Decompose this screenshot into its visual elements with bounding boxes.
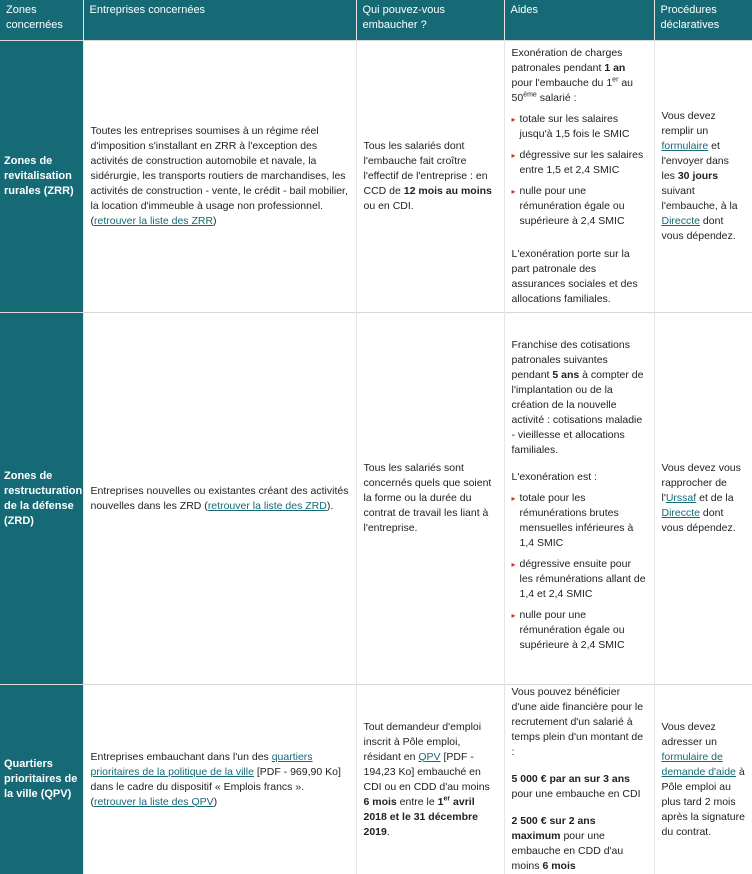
zrr-aides-intro [512,46,647,106]
qpv-embauche-sup: er [443,795,450,802]
qpv-embauche-duration: 6 mois [364,796,397,808]
zrd-entreprises [83,313,356,685]
bullet-triangle-icon: ▸ [512,148,516,163]
list-item-text: totale pour les rémunérations brutes mensuelles inférieures à 1,4 SMIC [520,492,634,549]
qpv-entreprises: Entreprises embauchant dans l'un des quartiers prioritaires de la politique de la ville [PDF - 969,90 Ko] dans le cadre du dispositif « Emplois francs ». (retrouver la liste des QPV) [83,685,356,874]
zrr-entreprises-text: Toutes les entreprises soumises à un régime réel d'imposition s'installant en ZRR à l'exception des activités de construction automobile et navale, la sidérurgie, les transports routiers de marchandises, les activités de construction - vente, le crédit - bail mobilier, la location d'immeuble à usage non professionnel. [91,125,348,212]
zrr-aides-detail: L'exonération porte sur la part patronale des assurances sociales et des allocations familiales. [512,247,647,307]
zrd-proc-text2: et de la [696,492,733,504]
zrr-direccte-link[interactable]: Direccte [662,215,701,227]
zrd-aides-intro [512,338,647,458]
zrd-aides [504,313,654,685]
qpv-embauche-text: Tout demandeur d'emploi inscrit à Pôle emploi, résidant en [364,721,482,763]
qpv-aides [504,685,654,874]
qpv-link[interactable]: QPV [418,751,440,763]
qpv-embauche [356,685,504,874]
zrr-aides-sup2: ème [523,92,537,99]
qpv-proc-text2: à Pôle emploi au plus tard 2 mois après la signature du contrat. [662,766,745,838]
qpv-aides-cdd [512,814,647,874]
qpv-aides-cdi-text: pour une embauche en CDI [512,788,641,800]
zrd-list-link[interactable]: retrouver la liste des ZRD [208,500,327,512]
list-item-text: dégressive sur les salaires entre 1,5 et 2,4 SMIC [520,149,644,176]
qpv-list-link[interactable]: retrouver la liste des QPV [94,796,214,808]
zrr-list-link[interactable]: retrouver la liste des ZRR [94,215,213,227]
bullet-triangle-icon: ▸ [512,557,516,572]
bullet-triangle-icon: ▸ [512,112,516,127]
header-embaucher: Qui pouvez-vous embaucher ? [356,0,504,41]
zrr-aides-salarie: salarié : [537,92,577,104]
qpv-aides-cdi-amount: 5 000 € par an sur 3 ans [512,773,630,785]
table-row-zrd [0,313,752,685]
zrd-aides-label: L'exonération est : [512,470,647,485]
zrd-entreprises-text: Entreprises nouvelles ou existantes créant des activités nouvelles dans les ZRD ( [91,485,349,512]
zrd-aides-list [512,491,647,653]
zrr-aides-intro-text: Exonération de charges patronales pendant [512,47,623,74]
zrr-formulaire-link[interactable]: formulaire [662,140,709,152]
qpv-proc-text: Vous devez adresser un [662,721,717,748]
bullet-triangle-icon: ▸ [512,184,516,199]
bullet-triangle-icon: ▸ [512,608,516,623]
qpv-embauche-day: 1 [438,796,444,808]
zrr-entreprises: Toutes les entreprises soumises à un régime réel d'imposition s'installant en ZRR à l'exception des activités de construction automobile et navale, la sidérurgie, les transports routiers de marchandises, les activités de construction - vente, le crédit - bail mobilier, la location d'immeuble à usage non professionnel. (retrouver la liste des ZRR) [83,41,356,313]
zrr-aides-embauche: pour l'embauche du 1 [512,77,613,89]
zrr-embauche-end: ou en CDI. [364,200,414,212]
qpv-embauche-text3: entre le [397,796,438,808]
zone-zrr: Zones de revitalisation rurales (ZRR) [0,41,83,313]
header-zones: Zones concernées [0,0,83,41]
zrr-proc-deadline: 30 jours [678,170,718,182]
header-aides: Aides [504,0,654,41]
zrr-aides-list [512,112,647,229]
list-item-text: dégressive ensuite pour les rémunérations allant de 1,4 et 2,4 SMIC [520,558,646,600]
list-item [512,148,647,178]
zrd-aides-intro-end: à compter de l'implantation ou de la création de la nouvelle activité : cotisations maladie - vieillesse et allocations familiales. [512,369,644,456]
qpv-aides-intro: Vous pouvez bénéficier d'une aide financière pour le recrutement d'un salarié à temps plein d'un montant de : [512,685,647,760]
header-procedures: Procédures déclaratives [654,0,752,41]
zrr-proc-text4: dont vous dépendez. [662,215,736,242]
zrr-aides [504,41,654,313]
qpv-procedures [654,685,752,874]
zone-qpv: Quartiers prioritaires de la ville (QPV) [0,685,83,874]
zrr-embauche-duration: 12 mois au moins [404,185,492,197]
table-row-zrr [0,41,752,313]
zrr-embauche [356,41,504,313]
zrr-aides-range: au 50 [512,77,634,104]
zrr-aides-duration: 1 an [604,62,625,74]
table-header-row [0,0,752,41]
qpv-aides-cdd-text: pour une embauche en CDD d'au moins [512,830,624,872]
header-entreprises: Entreprises concernées [83,0,356,41]
zrd-proc-text: Vous devez vous rapprocher de l' [662,462,741,504]
zrd-urssaf-link[interactable]: Urssaf [666,492,696,504]
list-item-text: totale sur les salaires jusqu'à 1,5 fois le SMIC [520,113,630,140]
qpv-aides-cdd-amount: 2 500 € sur 2 ans maximum [512,815,596,842]
qpv-aides-cdd-duration: 6 mois [542,860,575,872]
bullet-triangle-icon: ▸ [512,491,516,506]
list-item-text: nulle pour une rémunération égale ou supérieure à 2,4 SMIC [520,185,625,227]
list-item-text: nulle pour une rémunération égale ou supérieure à 2,4 SMIC [520,609,625,651]
zone-zrd: Zones de restructuration de la défense (ZRD) [0,313,83,685]
zrr-proc-text: Vous devez remplir un [662,110,716,137]
list-item [512,608,647,653]
qpv-aides-cdi [512,772,647,802]
list-item [512,112,647,142]
zrd-aides-duration: 5 ans [552,369,579,381]
table-row-qpv [0,685,752,874]
zrd-direccte-link[interactable]: Direccte [662,507,701,519]
qpv-embauche-text2: [PDF - 194,23 Ko] embauché en CDI ou en CDD d'au moins [364,751,490,793]
qpv-entreprises-text: Entreprises embauchant dans l'un des [91,751,272,763]
zrr-procedures [654,41,752,313]
qpv-quartiers-link[interactable]: quartiers prioritaires de la politique de la ville [91,751,313,778]
qpv-embauche-end: . [387,826,390,838]
qpv-embauche-period: avril 2018 et le 31 décembre 2019 [364,796,478,838]
zrd-embauche: Tous les salariés sont concernés quels que soient la forme ou la durée du contrat de travail les liant à l'entreprise. [356,313,504,685]
list-item [512,491,647,551]
zrd-aides-intro-text: Franchise des cotisations patronales suivantes pendant [512,339,630,381]
qpv-formulaire-link[interactable]: formulaire de demande d'aide [662,751,736,778]
zrr-proc-text2: et l'envoyer dans les [662,140,729,182]
zrd-procedures [654,313,752,685]
zrd-proc-text3: dont vous dépendez. [662,507,736,534]
zrd-entreprises-end: ). [327,500,333,512]
list-item [512,184,647,229]
zrr-embauche-text: Tous les salariés dont l'embauche fait croître l'effectif de l'entreprise : en CCD de [364,140,488,197]
zrr-proc-text3: suivant l'embauche, à la [662,185,738,212]
zrr-aides-sup1: er [612,77,618,84]
qpv-entreprises-text2: [PDF - 969,90 Ko] dans le cadre du dispositif « Emplois francs ». [91,766,341,793]
list-item [512,557,647,602]
